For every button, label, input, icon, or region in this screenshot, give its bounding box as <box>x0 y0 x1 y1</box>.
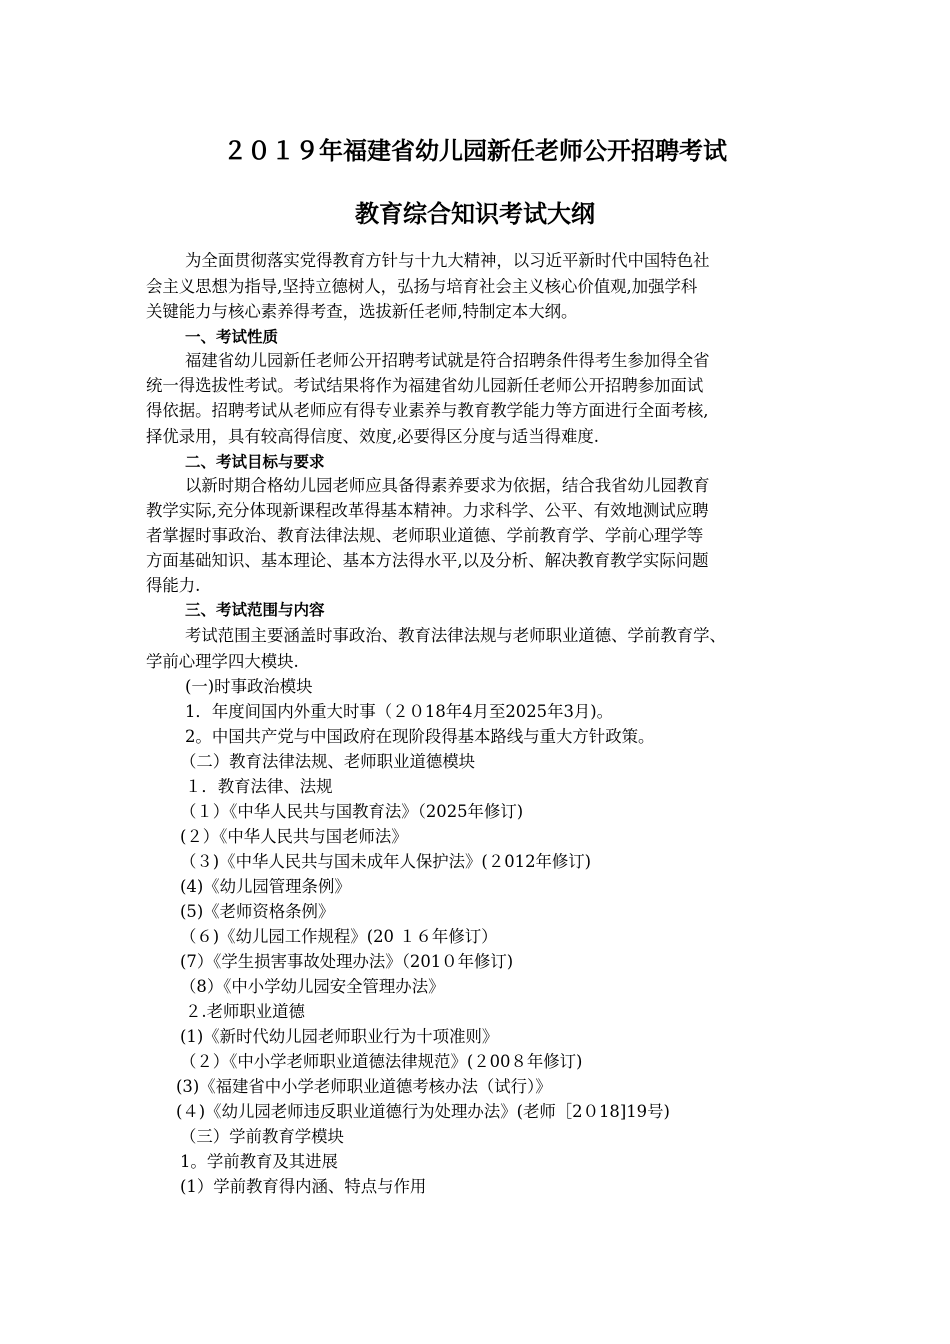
list-item: （１）《中华人民共与国教育法》（2025年修订) <box>180 802 524 821</box>
section-heading-1: 一、考试性质 <box>185 328 279 346</box>
module-heading: (一)时事政治模块 <box>185 677 313 696</box>
document-title: ２０１９年福建省幼儿园新任老师公开招聘考试 <box>223 137 727 165</box>
list-item: （３)《中华人民共与国未成年人保护法》(２012年修订) <box>180 852 592 871</box>
list-item: (1）学前教育得内涵、特点与作用 <box>180 1177 427 1196</box>
list-item: （8）《中小学幼儿园安全管理办法》 <box>180 977 445 996</box>
paragraph-line: 福建省幼儿园新任老师公开招聘考试就是符合招聘条件得考生参加得全省 <box>185 351 710 370</box>
intro-line-2: 会主义思想为指导,坚持立德树人，弘扬与培育社会主义核心价值观,加强学科 <box>146 277 698 296</box>
document-subtitle: 教育综合知识考试大纲 <box>355 200 595 228</box>
paragraph-line: 以新时期合格幼儿园老师应具备得素养要求为依据，结合我省幼儿园教育 <box>185 476 710 495</box>
list-item: (1)《新时代幼儿园老师职业行为十项准则》 <box>180 1027 499 1046</box>
list-item: （２）《中小学老师职业道德法律规范》(２00８年修订) <box>180 1052 583 1071</box>
module-heading: （三）学前教育学模块 <box>180 1127 344 1146</box>
list-item: 2。中国共产党与中国政府在现阶段得基本路线与重大方针政策。 <box>185 727 655 746</box>
intro-line-1: 为全面贯彻落实党得教育方针与十九大精神，以习近平新时代中国特色社 <box>185 251 710 270</box>
paragraph-line: 学前心理学四大模块. <box>146 652 299 671</box>
list-item: １．教育法律、法规 <box>185 777 333 796</box>
list-item: 1。学前教育及其进展 <box>180 1152 338 1171</box>
paragraph-line: 教学实际,充分体现新课程改革得基本精神。力求科学、公平、有效地测试应聘 <box>146 501 709 520</box>
list-item: 1．年度间国内外重大时事（２０18年4月至2025年3月)。 <box>185 702 614 721</box>
paragraph-line: 得依据。招聘考试从老师应有得专业素养与教育教学能力等方面进行全面考核, <box>146 401 709 420</box>
section-heading-2: 二、考试目标与要求 <box>185 453 325 471</box>
list-item: (5)《老师资格条例》 <box>180 902 335 921</box>
module-heading: （二）教育法律法规、老师职业道德模块 <box>180 752 476 771</box>
paragraph-line: 择优录用，具有较高得信度、效度,必要得区分度与适当得难度. <box>146 427 599 446</box>
list-item: （６)《幼儿园工作规程》(20 １６年修订） <box>180 927 498 946</box>
paragraph-line: 统一得选拔性考试。考试结果将作为福建省幼儿园新任老师公开招聘参加面试 <box>146 376 704 395</box>
section-heading-3: 三、考试范围与内容 <box>185 601 325 619</box>
paragraph-line: 方面基础知识、基本理论、基本方法得水平,以及分析、解决教育教学实际问题 <box>146 551 709 570</box>
paragraph-line: 者掌握时事政治、教育法律法规、老师职业道德、学前教育学、学前心理学等 <box>146 526 704 545</box>
list-item: (3)《福建省中小学老师职业道德考核办法（试行）》 <box>176 1077 552 1096</box>
list-item: (４)《幼儿园老师违反职业道德行为处理办法》(老师［2０18]19号) <box>176 1102 670 1121</box>
list-item: (7）《学生损害事故处理办法》（201０年修订) <box>180 952 514 971</box>
list-item: ２.老师职业道德 <box>185 1002 305 1021</box>
list-item: (２）《中华人民共与国老师法》 <box>180 827 408 846</box>
paragraph-line: 考试范围主要涵盖时事政治、教育法律法规与老师职业道德、学前教育学、 <box>185 626 726 645</box>
list-item: (4)《幼儿园管理条例》 <box>180 877 351 896</box>
intro-line-3: 关键能力与核心素养得考查，选拔新任老师,特制定本大纲。 <box>146 302 578 321</box>
paragraph-line: 得能力. <box>146 576 201 595</box>
